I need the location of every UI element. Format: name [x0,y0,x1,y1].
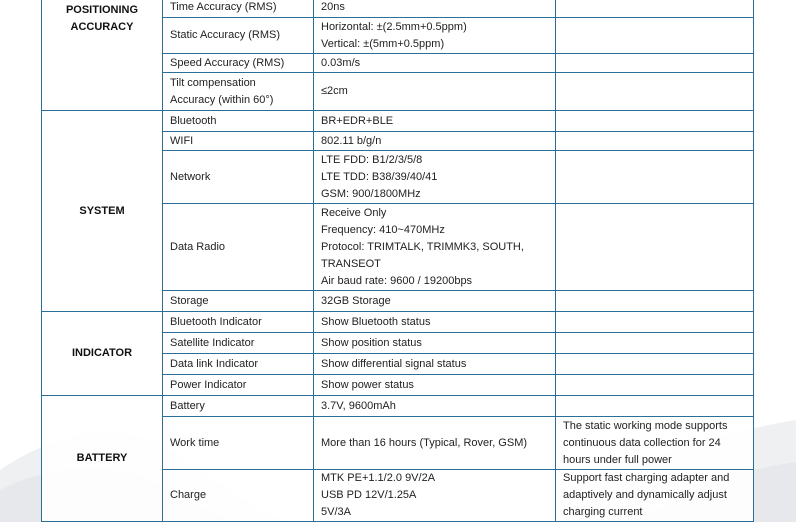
category-cell [42,312,163,396]
note-text: The static working mode supports [563,419,728,432]
item-label: WIFI [170,134,194,147]
value-cell [314,54,556,73]
value-cell [314,354,556,375]
item-label: Accuracy (within 60°) [170,93,274,106]
value-text: 802.11 b/g/n [321,134,382,147]
value-cell [314,396,556,417]
item-label: Speed Accuracy (RMS) [170,56,285,69]
item-label: Tilt compensation [170,76,256,89]
note-cell [556,291,754,312]
item-cell [163,375,314,396]
value-cell [314,151,556,204]
value-cell [314,204,556,291]
note-cell [556,333,754,354]
note-text: hours under full power [563,453,672,466]
note-cell [556,417,754,470]
value-cell [314,333,556,354]
note-text: charging current [563,506,643,518]
value-text: More than 16 hours (Typical, Rover, GSM) [321,436,528,449]
value-text: LTE FDD: B1/2/3/5/8 [321,153,423,166]
category-label: ACCURACY [70,21,134,33]
value-text: TRANSEOT [321,257,381,270]
value-text: Show position status [321,336,422,349]
value-text: LTE TDD: B38/39/40/41 [321,170,438,183]
value-text: 20ns [321,0,345,13]
value-cell [314,111,556,132]
item-label: Battery [170,399,205,412]
item-label: Satellite Indicator [170,336,255,349]
item-cell [163,312,314,333]
value-text: GSM: 900/1800MHz [321,187,421,200]
item-cell [163,204,314,291]
value-text: Frequency: 410~470MHz [321,223,445,236]
note-cell [556,132,754,151]
item-cell [163,333,314,354]
item-cell [163,111,314,132]
value-cell [314,312,556,333]
item-cell [163,470,314,522]
specification-table [41,0,754,522]
value-cell [314,18,556,54]
note-cell [556,151,754,204]
item-label: Network [170,170,211,183]
value-cell [314,417,556,470]
item-label: Storage [170,294,209,307]
category-label: INDICATOR [71,347,133,359]
value-cell [314,0,556,18]
item-label: Charge [170,489,207,501]
table-row [42,111,754,132]
category-cell [42,396,163,522]
item-label: Static Accuracy (RMS) [170,29,281,41]
item-label: Data Radio [170,240,226,253]
item-cell [163,396,314,417]
value-text: USB PD 12V/1.25A [321,489,417,501]
note-cell [556,0,754,18]
value-text: Show power status [321,378,414,391]
item-cell [163,417,314,470]
note-text: continuous data collection for 24 [563,436,721,449]
value-text: Protocol: TRIMTALK, TRIMMK3, SOUTH, [321,240,524,253]
value-text: MTK PE+1.1/2.0 9V/2A [321,472,436,484]
table-row [42,396,754,417]
value-text: ≤2cm [321,85,348,97]
value-text: Show differential signal status [321,357,467,370]
value-text: 5V/3A [321,506,351,518]
note-cell [556,354,754,375]
value-cell [314,470,556,522]
note-cell [556,470,754,522]
value-text: 32GB Storage [321,294,391,307]
item-cell [163,18,314,54]
item-label: Work time [170,436,220,449]
note-cell [556,18,754,54]
note-text: adaptively and dynamically adjust [563,489,727,501]
note-cell [556,312,754,333]
item-cell [163,291,314,312]
category-cell [42,111,163,312]
item-cell [163,0,314,18]
value-text: 0.03m/s [321,56,361,69]
note-cell [556,73,754,111]
category-label: SYSTEM [79,204,125,217]
item-cell [163,132,314,151]
value-text: Receive Only [321,206,387,219]
value-cell [314,291,556,312]
item-cell [163,54,314,73]
value-cell [314,375,556,396]
category-label: BATTERY [76,452,128,464]
value-text: 3.7V, 9600mAh [321,399,396,412]
item-cell [163,354,314,375]
category-label: POSITIONING [65,4,139,16]
item-label: Bluetooth Indicator [170,315,262,328]
table-row [42,312,754,333]
value-cell [314,73,556,111]
item-label: Power Indicator [170,378,247,391]
item-cell [163,73,314,111]
item-label: Bluetooth [170,114,217,127]
note-text: Support fast charging adapter and [563,472,730,484]
item-label: Time Accuracy (RMS) [170,0,277,13]
note-cell [556,375,754,396]
value-text: Vertical: ±(5mm+0.5ppm) [321,37,445,50]
value-text: Show Bluetooth status [321,315,431,328]
value-text: Air baud rate: 9600 / 19200bps [321,274,473,287]
item-label: Data link Indicator [170,357,259,370]
value-text: BR+EDR+BLE [321,114,394,127]
note-cell [556,111,754,132]
value-text: Horizontal: ±(2.5mm+0.5ppm) [321,20,467,33]
category-cell [42,0,163,111]
note-cell [556,204,754,291]
item-cell [163,151,314,204]
value-cell [314,132,556,151]
note-cell [556,396,754,417]
note-cell [556,54,754,73]
table-row [42,0,754,18]
